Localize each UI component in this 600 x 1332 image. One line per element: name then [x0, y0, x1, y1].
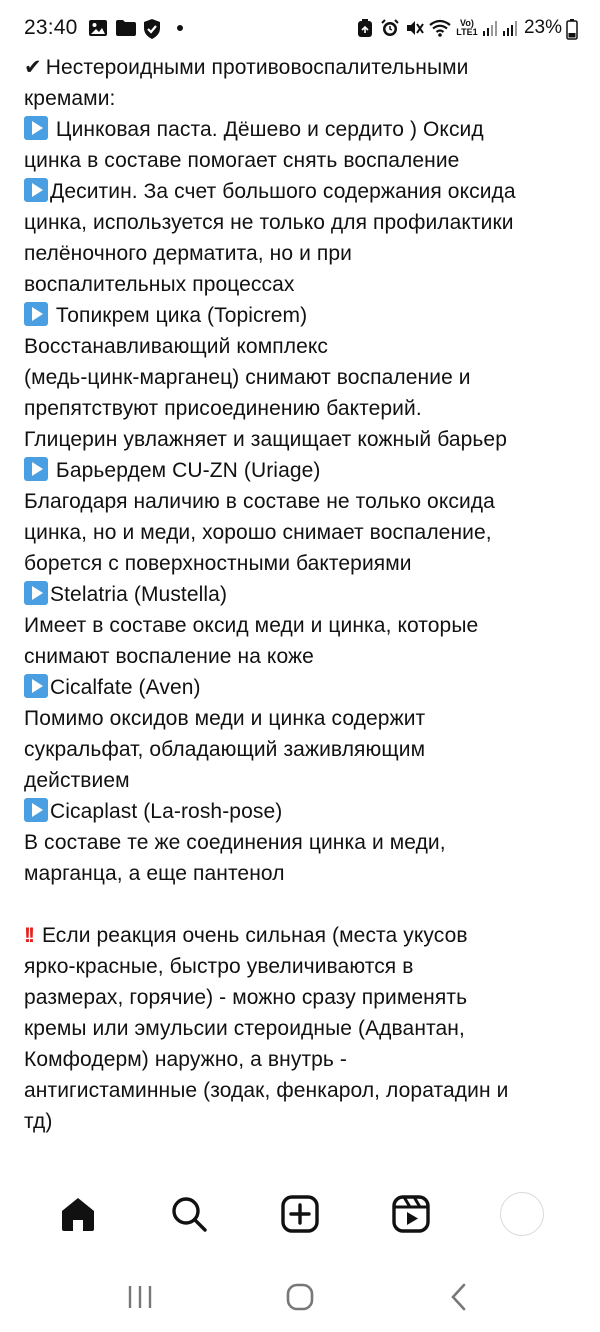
post-line-text: марганца, а еще пантенол [24, 862, 285, 885]
wifi-icon [428, 18, 452, 38]
post-line-text: Барьердем CU-ZN (Uriage) [50, 459, 321, 482]
recents-button[interactable] [110, 1272, 170, 1322]
play-button-emoji-icon [24, 457, 48, 481]
post-line-text: цинка в составе помогает снять воспаление [24, 149, 460, 172]
system-home-button[interactable] [270, 1272, 330, 1322]
nav-home-button[interactable] [50, 1186, 106, 1242]
post-line-text: Восстанавливающий комплекс [24, 335, 328, 358]
post-line [24, 83, 584, 114]
post-line-text: Цинковая паста. Дёшево и сердито ) Оксид [50, 118, 484, 141]
home-circle-icon [284, 1281, 316, 1313]
post-line [24, 796, 584, 827]
post-line [24, 641, 584, 672]
post-line-text: Stelatria (Mustella) [50, 583, 228, 606]
recents-icon [125, 1282, 155, 1312]
volte-label-bottom: LTE1 [456, 27, 478, 37]
post-line [24, 238, 584, 269]
post-line [24, 1106, 584, 1137]
post-line [24, 176, 584, 207]
post-line [24, 982, 584, 1013]
post-line [24, 331, 584, 362]
search-icon [169, 1194, 209, 1234]
post-line-text: препятствуют присоединению бактерий. [24, 397, 422, 420]
system-nav [0, 1262, 600, 1332]
status-bar-right [352, 17, 578, 39]
post-line-text: воспалительных процессах [24, 273, 295, 296]
reels-icon [391, 1194, 431, 1234]
post-line [24, 1075, 584, 1106]
post-line-text: Имеет в составе оксид меди и цинка, которые [24, 614, 479, 637]
post-line-text: Комфодерм) наружно, а внутрь - [24, 1048, 348, 1071]
status-bar [0, 0, 600, 56]
volte-badge [456, 19, 478, 37]
post-line [24, 424, 584, 455]
post-line-text: кремами: [24, 87, 116, 110]
post-line-text: Топикрем цика (Topicrem) [50, 304, 308, 327]
play-button-emoji-icon [24, 798, 48, 822]
double-exclamation-icon: !! [24, 924, 32, 947]
post-line [24, 517, 584, 548]
post-line-text: антигистаминные (зодак, фенкарол, лоратадин и [24, 1079, 509, 1102]
post-line [24, 703, 584, 734]
post-line [24, 52, 584, 83]
post-line-text: Cicaplast (La-rosh-pose) [50, 800, 283, 823]
recycle-icon [356, 18, 376, 38]
signal-icon [482, 18, 498, 38]
folder-icon [115, 18, 135, 38]
post-line-text: Помимо оксидов меди и цинка содержит [24, 707, 426, 730]
post-line [24, 765, 584, 796]
paragraph-gap [24, 889, 584, 920]
bottom-nav [0, 1170, 600, 1258]
post-caption [24, 52, 584, 1137]
battery-icon [566, 18, 578, 38]
post-line-text: кремы или эмульсии стероидные (Адвантан, [24, 1017, 465, 1040]
post-line [24, 1044, 584, 1075]
post-line [24, 920, 584, 951]
post-line-text: цинка, но и меди, хорошо снимает воспаление, [24, 521, 492, 544]
nav-reels-button[interactable] [383, 1186, 439, 1242]
post-line [24, 858, 584, 889]
gallery-icon [88, 18, 108, 38]
alarm-icon [380, 18, 400, 38]
post-line-text: снимают воспаление на коже [24, 645, 314, 668]
post-line-text: Деситин. За счет большого содержания оксида [50, 180, 516, 203]
post-line [24, 393, 584, 424]
post-line-text: сукральфат, обладающий заживляющим [24, 738, 426, 761]
battery-percent: 23% [523, 17, 562, 38]
nav-create-button[interactable] [272, 1186, 328, 1242]
post-line [24, 362, 584, 393]
post-line-text: Глицерин увлажняет и защищает кожный барьер [24, 428, 507, 451]
post-line [24, 300, 584, 331]
post-line [24, 734, 584, 765]
avatar [500, 1192, 544, 1236]
play-button-emoji-icon [24, 581, 48, 605]
post-line-text: Cicalfate (Aven) [50, 676, 201, 699]
post-line-text: борется с поверхностными бактериями [24, 552, 412, 575]
post-line [24, 1013, 584, 1044]
shield-icon [142, 18, 162, 38]
post-line-text: размерах, горячие) - можно сразу применять [24, 986, 468, 1009]
back-icon [445, 1282, 475, 1312]
volte-label-top: Vo) [460, 18, 474, 28]
post-line-text: Благодаря наличию в составе не только оксида [24, 490, 495, 513]
post-line [24, 827, 584, 858]
post-line [24, 145, 584, 176]
play-button-emoji-icon [24, 302, 48, 326]
post-line [24, 486, 584, 517]
post-line-text: (медь-цинк-марганец) снимают воспаление и [24, 366, 471, 389]
post-line-text: ярко-красные, быстро увеличиваются в [24, 955, 414, 978]
home-icon [58, 1194, 98, 1234]
check-mark-icon: ✔ [24, 56, 42, 79]
post-line [24, 269, 584, 300]
signal-icon [502, 18, 518, 38]
notification-dot [177, 25, 183, 31]
mute-icon [404, 18, 424, 38]
play-button-emoji-icon [24, 116, 48, 140]
post-line [24, 610, 584, 641]
post-line [24, 548, 584, 579]
status-bar-left [24, 16, 190, 40]
nav-profile-button[interactable] [494, 1186, 550, 1242]
post-line [24, 114, 584, 145]
post-line [24, 207, 584, 238]
post-line [24, 672, 584, 703]
post-line-text: В составе те же соединения цинка и меди, [24, 831, 446, 854]
post-line-text: Нестероидными противовоспалительными [45, 56, 469, 79]
nav-search-button[interactable] [161, 1186, 217, 1242]
post-line [24, 579, 584, 610]
status-time: 23:40 [24, 16, 78, 39]
post-line [24, 455, 584, 486]
post-line-text: действием [24, 769, 130, 792]
post-line [24, 951, 584, 982]
play-button-emoji-icon [24, 178, 48, 202]
play-button-emoji-icon [24, 674, 48, 698]
post-line-text: пелёночного дерматита, но и при [24, 242, 352, 265]
post-line-text: тд) [24, 1110, 53, 1133]
post-line-text: цинка, используется не только для профилактики [24, 211, 514, 234]
back-button[interactable] [430, 1272, 490, 1322]
plus-square-icon [280, 1194, 320, 1234]
post-line-text: Если реакция очень сильная (места укусов [41, 924, 468, 947]
